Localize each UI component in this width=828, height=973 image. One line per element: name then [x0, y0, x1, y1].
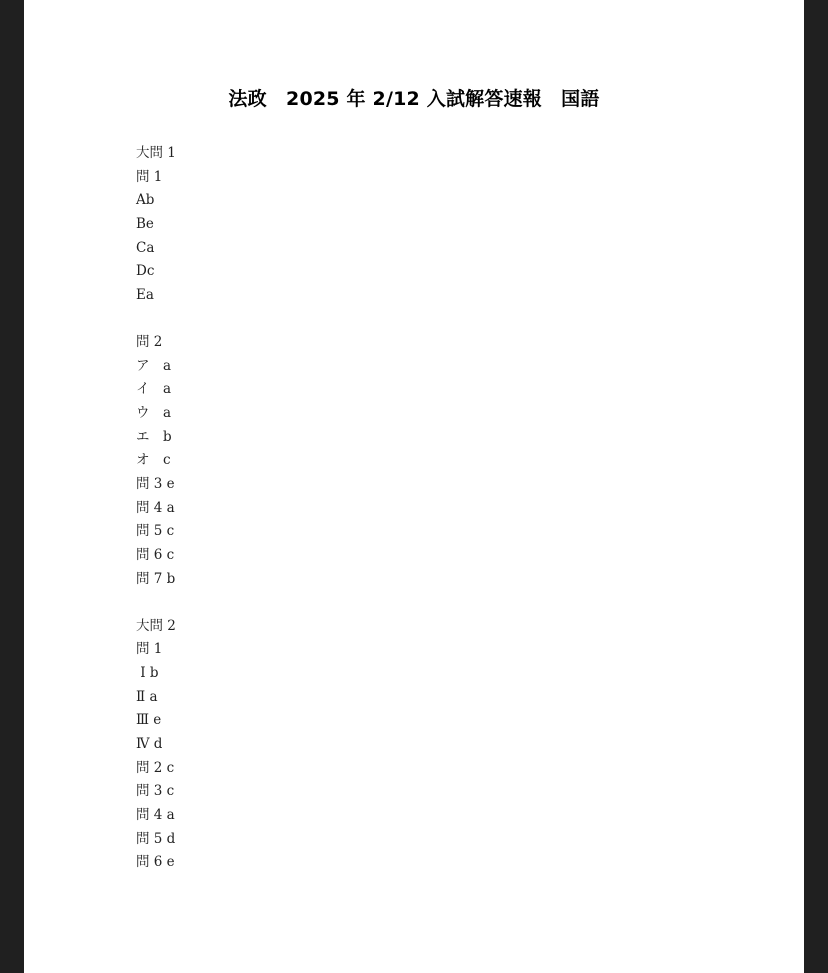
answer-list	[136, 144, 176, 877]
answer-line: Ca	[136, 239, 155, 256]
answer-line: 問 2 c	[136, 759, 175, 776]
answer-line: Ea	[136, 286, 154, 303]
answer-line: ウ a	[136, 405, 172, 422]
answer-line: 問 4 a	[136, 499, 175, 516]
answer-line: 問 3 c	[136, 783, 175, 800]
page-title: 法政 2025 年 2/12 入試解答速報 国語	[228, 88, 600, 110]
answer-line: 問 6 e	[136, 854, 175, 871]
answer-line: 大問 2	[136, 617, 176, 634]
answer-line: Ⅲ e	[136, 712, 162, 729]
answer-line: 問 1	[136, 641, 163, 658]
answer-line: 問 1	[136, 168, 163, 185]
answer-line: Be	[136, 215, 154, 232]
answer-line: Dc	[136, 263, 155, 280]
answer-line: 問 3 e	[136, 475, 175, 492]
answer-line: Ⅳ d	[136, 736, 163, 753]
answer-line: イ a	[136, 381, 172, 398]
answer-line: 問 2	[136, 334, 163, 351]
answer-line: Ⅰ b	[136, 665, 159, 682]
answer-line: 問 4 a	[136, 806, 175, 823]
document-page	[24, 0, 804, 973]
blank-line	[136, 593, 176, 617]
answer-line: ア a	[136, 357, 172, 374]
answer-line: 問 5 d	[136, 830, 176, 847]
answer-line: 問 6 c	[136, 546, 175, 563]
answer-line: 問 5 c	[136, 523, 175, 540]
answer-line: オ c	[136, 452, 171, 469]
answer-line: 問 7 b	[136, 570, 176, 587]
answer-line: 大問 1	[136, 145, 176, 161]
answer-line: Ⅱ a	[136, 688, 158, 705]
answer-line: エ b	[136, 428, 172, 445]
blank-line	[136, 309, 176, 333]
answer-line: Ab	[136, 192, 155, 209]
